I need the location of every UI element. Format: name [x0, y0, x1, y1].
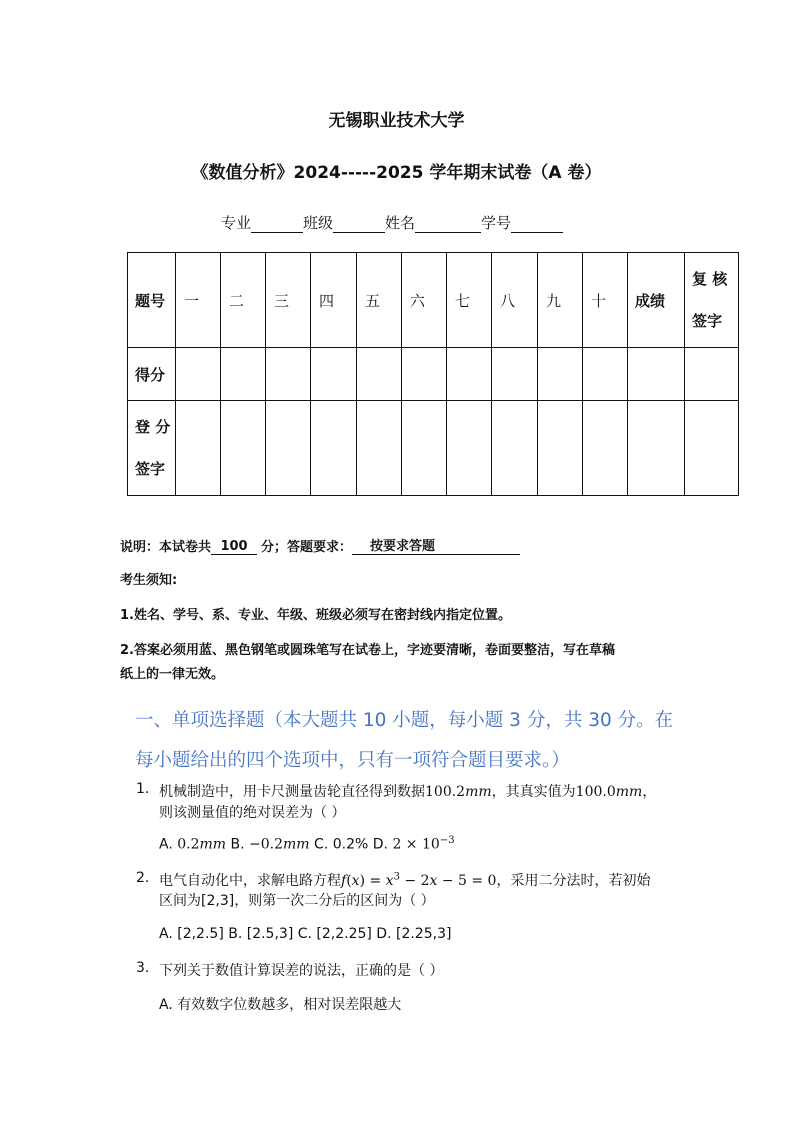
q2-eq-x3: x [429, 873, 438, 889]
instructions-lead: 说明：本试卷共 [120, 540, 212, 555]
column-header: 一 [176, 253, 221, 348]
score-cell[interactable] [402, 348, 447, 401]
university-name: 无锡职业技术大学 [328, 111, 465, 131]
column-header: 二 [221, 253, 266, 348]
q1-option-a-num: 0.2 [177, 836, 200, 853]
q1-option-b-unit: mm [283, 836, 310, 853]
column-header: 七 [447, 253, 492, 348]
signature-cell[interactable] [628, 401, 685, 496]
question-2-line1 [159, 870, 650, 890]
total-points: 100 [211, 539, 257, 555]
column-header: 六 [402, 253, 447, 348]
score-cell[interactable] [221, 348, 266, 401]
q2-eq-paren-open: ( [346, 873, 352, 889]
q1-option-a-label: A. [159, 836, 173, 853]
signature-cell[interactable] [685, 401, 739, 496]
score-cell[interactable] [176, 348, 221, 401]
q2-eq-x: x [351, 873, 360, 889]
signature-cell[interactable] [266, 401, 311, 496]
q2-eq-rest-a: − 2 [399, 873, 430, 889]
signature-cell[interactable] [176, 401, 221, 496]
column-header: 五 [357, 253, 402, 348]
column-header: 三 [266, 253, 311, 348]
question-number-label: 题号 [128, 253, 176, 348]
signature-row [128, 401, 739, 496]
major-label: 专业 [221, 214, 252, 232]
score-cell[interactable] [685, 348, 739, 401]
score-cell[interactable] [311, 348, 357, 401]
q1-option-d-exp: −3 [439, 835, 455, 846]
header-row [128, 253, 739, 348]
q1-option-d-base: 2 × 10 [392, 836, 440, 853]
signature-cell[interactable] [538, 401, 583, 496]
q1-unit-2: mm [615, 784, 643, 800]
signature-cell[interactable] [447, 401, 492, 496]
score-cell[interactable] [447, 348, 492, 401]
section-heading-line1: 一、单项选择题（本大题共 10 小题，每小题 3 分，共 30 分。在 [135, 710, 674, 731]
major-field[interactable] [251, 215, 303, 233]
signature-row-label [128, 401, 176, 496]
total-score-header: 成绩 [628, 253, 685, 348]
column-header: 八 [492, 253, 538, 348]
question-number: 3. [136, 960, 150, 976]
score-row [128, 348, 739, 401]
score-cell[interactable] [266, 348, 311, 401]
question-number: 1. [136, 781, 150, 797]
q1-value-2: 100.0 [575, 784, 616, 800]
q1-text-c: ， [642, 784, 657, 800]
student-id-label: 学号 [481, 214, 512, 232]
q1-option-c-label: C. [314, 836, 329, 853]
q2-eq-x2: x [385, 873, 394, 889]
question-1-line1 [159, 781, 656, 801]
review-line1: 复 核 [692, 270, 728, 288]
answer-requirement: 按要求答题 [352, 535, 520, 555]
class-field[interactable] [333, 215, 385, 233]
column-header: 九 [538, 253, 583, 348]
notice-rule-2-line1: 2.答案必须用蓝、黑色钢笔或圆珠笔写在试卷上，字迹要清晰，卷面要整洁，写在草稿 [120, 643, 615, 658]
score-cell[interactable] [357, 348, 402, 401]
name-label: 姓名 [385, 214, 416, 232]
column-header: 十 [583, 253, 628, 348]
q1-option-a-unit: mm [199, 836, 227, 853]
class-label: 班级 [303, 214, 334, 232]
q1-option-b-num: −0.2 [249, 836, 284, 853]
q1-value-1: 100.2 [425, 784, 466, 800]
question-3-text: 下列关于数值计算误差的说法，正确的是（ ） [159, 963, 444, 979]
question-2-line2: 区间为[2,3]，则第一次二分后的区间为（ ） [159, 893, 435, 909]
signature-cell[interactable] [221, 401, 266, 496]
score-row-label: 得分 [128, 348, 176, 401]
q1-option-b-label: B. [230, 836, 245, 853]
question-number: 2. [136, 870, 150, 886]
section-heading-line2: 每小题给出的四个选项中，只有一项符合题目要求。） [135, 750, 570, 771]
notice-title: 考生须知: [120, 573, 178, 588]
question-1-line2: 则该测量值的绝对误差为（ ） [159, 805, 346, 821]
student-id-field[interactable] [511, 215, 563, 233]
notice-rule-2-line2: 纸上的一律无效。 [120, 667, 225, 682]
question-2-options: A. [2,2.5] B. [2.5,3] C. [2,2.25] D. [2.25,3] [159, 926, 452, 942]
q1-option-d-label: D. [372, 836, 388, 853]
student-info-line [221, 212, 563, 233]
question-3-option-a: A. 有效数字位数越多，相对误差限越大 [159, 997, 402, 1013]
column-header: 四 [311, 253, 357, 348]
q1-option-c-value: 0.2% [332, 836, 369, 853]
instructions-mid: 分；答题要求： [261, 540, 353, 555]
signature-cell[interactable] [311, 401, 357, 496]
exam-title: 《数值分析》2024-----2025 学年期末试卷（A 卷） [191, 163, 602, 183]
sign-line1: 登 分 [135, 418, 171, 436]
q2-text-a: 电气自动化中，求解电路方程 [159, 873, 341, 889]
q2-eq-f: f [341, 873, 347, 889]
question-1-options [159, 835, 455, 853]
signature-cell[interactable] [402, 401, 447, 496]
sign-line2: 签字 [135, 460, 166, 478]
q1-text-a: 机械制造中，用卡尺测量齿轮直径得到数据 [159, 784, 425, 800]
q2-text-b: ，采用二分法时，若初始 [496, 873, 651, 889]
review-signature-header [685, 253, 739, 348]
q2-eq-pow: 3 [393, 871, 400, 883]
q1-unit-1: mm [465, 784, 492, 800]
review-line2: 签字 [692, 312, 723, 330]
score-cell[interactable] [583, 348, 628, 401]
score-cell[interactable] [538, 348, 583, 401]
signature-cell[interactable] [357, 401, 402, 496]
notice-rule-1: 1.姓名、学号、系、专业、年级、班级必须写在密封线内指定位置。 [120, 608, 511, 623]
score-cell[interactable] [628, 348, 685, 401]
q1-text-b: ，其真实值为 [491, 784, 576, 800]
score-table [127, 252, 739, 496]
q2-eq-paren-close: ) = [359, 873, 386, 889]
score-cell[interactable] [492, 348, 538, 401]
q2-eq-rest-b: − 5 = 0 [437, 873, 497, 889]
name-field[interactable] [415, 215, 481, 233]
signature-cell[interactable] [492, 401, 538, 496]
signature-cell[interactable] [583, 401, 628, 496]
exam-instructions [120, 535, 520, 555]
